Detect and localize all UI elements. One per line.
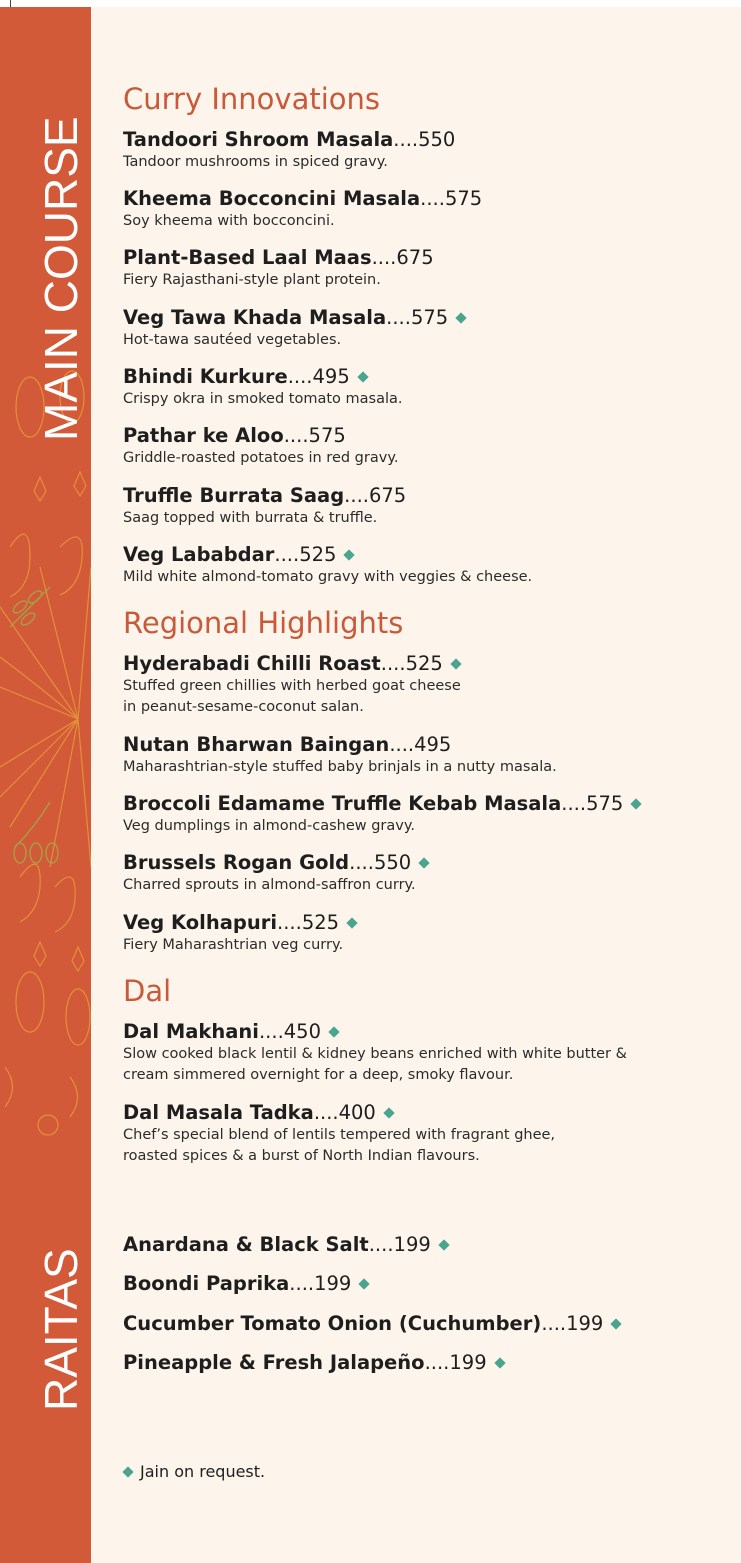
menu-item: Hyderabadi Chilli Roast....525 Stuffed green chillies with herbed goat cheese in peanut-sesame-coconut salan. bbox=[123, 652, 461, 718]
jain-diamond-icon bbox=[383, 1107, 394, 1118]
item-name: Tandoori Shroom Masala bbox=[123, 128, 394, 151]
item-name: Nutan Bharwan Baingan bbox=[123, 733, 390, 756]
item-description: Slow cooked black lentil & kidney beans enriched with white butter & bbox=[123, 1046, 627, 1062]
item-name: Veg Lababdar bbox=[123, 543, 275, 566]
item-price: 199 bbox=[393, 1233, 431, 1256]
raita-item: Anardana & Black Salt....199 bbox=[123, 1233, 448, 1257]
menu-item: Veg Tawa Khada Masala....575 Hot-tawa sautéed vegetables. bbox=[123, 306, 465, 351]
raita-item: Pineapple & Fresh Jalapeño....199 bbox=[123, 1351, 504, 1375]
jain-footnote bbox=[123, 1462, 265, 1481]
menu-item: Truffle Burrata Saag....675 Saag topped with burrata & truffle. bbox=[123, 484, 406, 529]
menu-item: Bhindi Kurkure....495 Crispy okra in smoked tomato masala. bbox=[123, 365, 403, 410]
item-description: Fiery Maharashtrian veg curry. bbox=[123, 937, 344, 953]
sidebar bbox=[0, 7, 91, 1563]
jain-diamond-icon bbox=[328, 1026, 339, 1037]
menu-item: Broccoli Edamame Truffle Kebab Masala....575 Veg dumplings in almond-cashew gravy. bbox=[123, 792, 640, 837]
item-price: 550 bbox=[418, 128, 456, 151]
item-name: Bhindi Kurkure bbox=[123, 365, 288, 388]
menu-item: Nutan Bharwan Baingan....495 Maharashtrian-style stuffed baby brinjals in a nutty masala. bbox=[123, 733, 557, 778]
menu-item: Tandoori Shroom Masala....550 Tandoor mushrooms in spiced gravy. bbox=[123, 128, 455, 173]
jain-diamond-icon bbox=[494, 1357, 505, 1368]
jain-diamond-icon bbox=[631, 798, 642, 809]
item-price: 575 bbox=[444, 187, 483, 210]
item-price: 575 bbox=[410, 306, 449, 329]
item-price: 575 bbox=[308, 424, 346, 447]
item-name: Anardana & Black Salt bbox=[123, 1233, 369, 1256]
item-name: Dal Masala Tadka bbox=[123, 1101, 314, 1124]
item-description: Charred sprouts in almond-saffron curry. bbox=[123, 877, 416, 893]
menu-item: Plant-Based Laal Maas....675 Fiery Rajasthani-style plant protein. bbox=[123, 246, 434, 291]
item-name: Plant-Based Laal Maas bbox=[123, 246, 372, 269]
menu-item: Veg Kolhapuri....525 Fiery Maharashtrian veg curry. bbox=[123, 911, 356, 956]
item-name: Hyderabadi Chilli Roast bbox=[123, 652, 381, 675]
jain-diamond-icon bbox=[450, 658, 461, 669]
item-name: Brussels Rogan Gold bbox=[123, 851, 350, 874]
item-description: Fiery Rajasthani-style plant protein. bbox=[123, 272, 381, 288]
item-name: Dal Makhani bbox=[123, 1020, 259, 1043]
item-description: Veg dumplings in almond-cashew gravy. bbox=[123, 818, 415, 834]
item-price: 199 bbox=[449, 1351, 487, 1374]
item-name: Broccoli Edamame Truffle Kebab Masala bbox=[123, 792, 562, 815]
item-price: 550 bbox=[373, 851, 412, 874]
item-description: Mild white almond-tomato gravy with veggies & cheese. bbox=[123, 569, 533, 585]
raitas-title: RAITAS bbox=[35, 1248, 87, 1411]
footnote-text: Jain on request. bbox=[140, 1462, 266, 1481]
item-description: Hot-tawa sautéed vegetables. bbox=[123, 332, 342, 348]
jain-diamond-icon bbox=[344, 549, 355, 560]
menu-item: Pathar ke Aloo....575 Griddle-roasted potatoes in red gravy. bbox=[123, 424, 398, 469]
crop-mark bbox=[10, 0, 11, 7]
item-price: 495 bbox=[414, 733, 452, 756]
item-name: Kheema Bocconcini Masala bbox=[123, 187, 421, 210]
item-price: 675 bbox=[396, 246, 434, 269]
item-name: Cucumber Tomato Onion (Cuchumber) bbox=[123, 1312, 542, 1335]
item-description: Crispy okra in smoked tomato masala. bbox=[123, 391, 403, 407]
item-name: Veg Kolhapuri bbox=[123, 911, 278, 934]
jain-diamond-icon bbox=[122, 1466, 133, 1477]
item-price: 525 bbox=[301, 911, 340, 934]
item-name: Veg Tawa Khada Masala bbox=[123, 306, 387, 329]
raita-item: Cucumber Tomato Onion (Cuchumber)....199 bbox=[123, 1312, 620, 1336]
jain-diamond-icon bbox=[438, 1239, 449, 1250]
section-heading-curry-innovations: Curry Innovations bbox=[123, 82, 380, 116]
item-price: 675 bbox=[368, 484, 407, 507]
item-name: Pathar ke Aloo bbox=[123, 424, 284, 447]
item-description: Stuffed green chillies with herbed goat cheese bbox=[123, 678, 461, 694]
item-description: Griddle-roasted potatoes in red gravy. bbox=[123, 450, 399, 466]
item-description: Soy kheema with bocconcini. bbox=[123, 213, 335, 229]
item-description: in peanut-sesame-coconut salan. bbox=[123, 699, 364, 715]
item-price: 199 bbox=[314, 1272, 352, 1295]
item-description: Maharashtrian-style stuffed baby brinjals in a nutty masala. bbox=[123, 759, 557, 775]
raita-item: Boondi Paprika....199 bbox=[123, 1272, 368, 1296]
item-description: Tandoor mushrooms in spiced gravy. bbox=[123, 154, 388, 170]
section-heading-dal: Dal bbox=[123, 974, 172, 1008]
section-heading-regional-highlights: Regional Highlights bbox=[123, 606, 404, 640]
item-name: Truffle Burrata Saag bbox=[123, 484, 345, 507]
item-price: 450 bbox=[283, 1020, 321, 1043]
item-price: 525 bbox=[405, 652, 443, 675]
item-price: 400 bbox=[338, 1101, 376, 1124]
item-price: 575 bbox=[586, 792, 624, 815]
menu-item: Dal Masala Tadka....400 Chef’s special blend of lentils tempered with fragrant ghee, roasted spices & a burst of North Indian flavours. bbox=[123, 1101, 555, 1167]
menu-item: Kheema Bocconcini Masala....575 Soy kheema with bocconcini. bbox=[123, 187, 482, 232]
item-price: 525 bbox=[299, 543, 337, 566]
jain-diamond-icon bbox=[611, 1318, 622, 1329]
menu-item: Brussels Rogan Gold....550 Charred sprouts in almond-saffron curry. bbox=[123, 851, 428, 896]
item-price: 199 bbox=[566, 1312, 604, 1335]
jain-diamond-icon bbox=[346, 917, 357, 928]
menu-item: Dal Makhani....450 Slow cooked black lentil & kidney beans enriched with white butter & cream simmered overnight for a deep, smoky flavour. bbox=[123, 1020, 627, 1086]
item-description: Chef’s special blend of lentils tempered with fragrant ghee, bbox=[123, 1127, 556, 1143]
top-margin bbox=[0, 0, 741, 7]
item-description: Saag topped with burrata & truffle. bbox=[123, 510, 378, 526]
item-name: Pineapple & Fresh Jalapeño bbox=[123, 1351, 425, 1374]
item-name: Boondi Paprika bbox=[123, 1272, 290, 1295]
menu-item: Veg Lababdar....525 Mild white almond-tomato gravy with veggies & cheese. bbox=[123, 543, 532, 588]
jain-diamond-icon bbox=[359, 1278, 370, 1289]
jain-diamond-icon bbox=[419, 857, 430, 868]
item-description: cream simmered overnight for a deep, smoky flavour. bbox=[123, 1067, 514, 1083]
jain-diamond-icon bbox=[357, 371, 368, 382]
item-description: roasted spices & a burst of North Indian flavours. bbox=[123, 1148, 480, 1164]
main-course-title: MAIN COURSE bbox=[35, 116, 87, 441]
item-price: 495 bbox=[312, 365, 350, 388]
jain-diamond-icon bbox=[456, 312, 467, 323]
